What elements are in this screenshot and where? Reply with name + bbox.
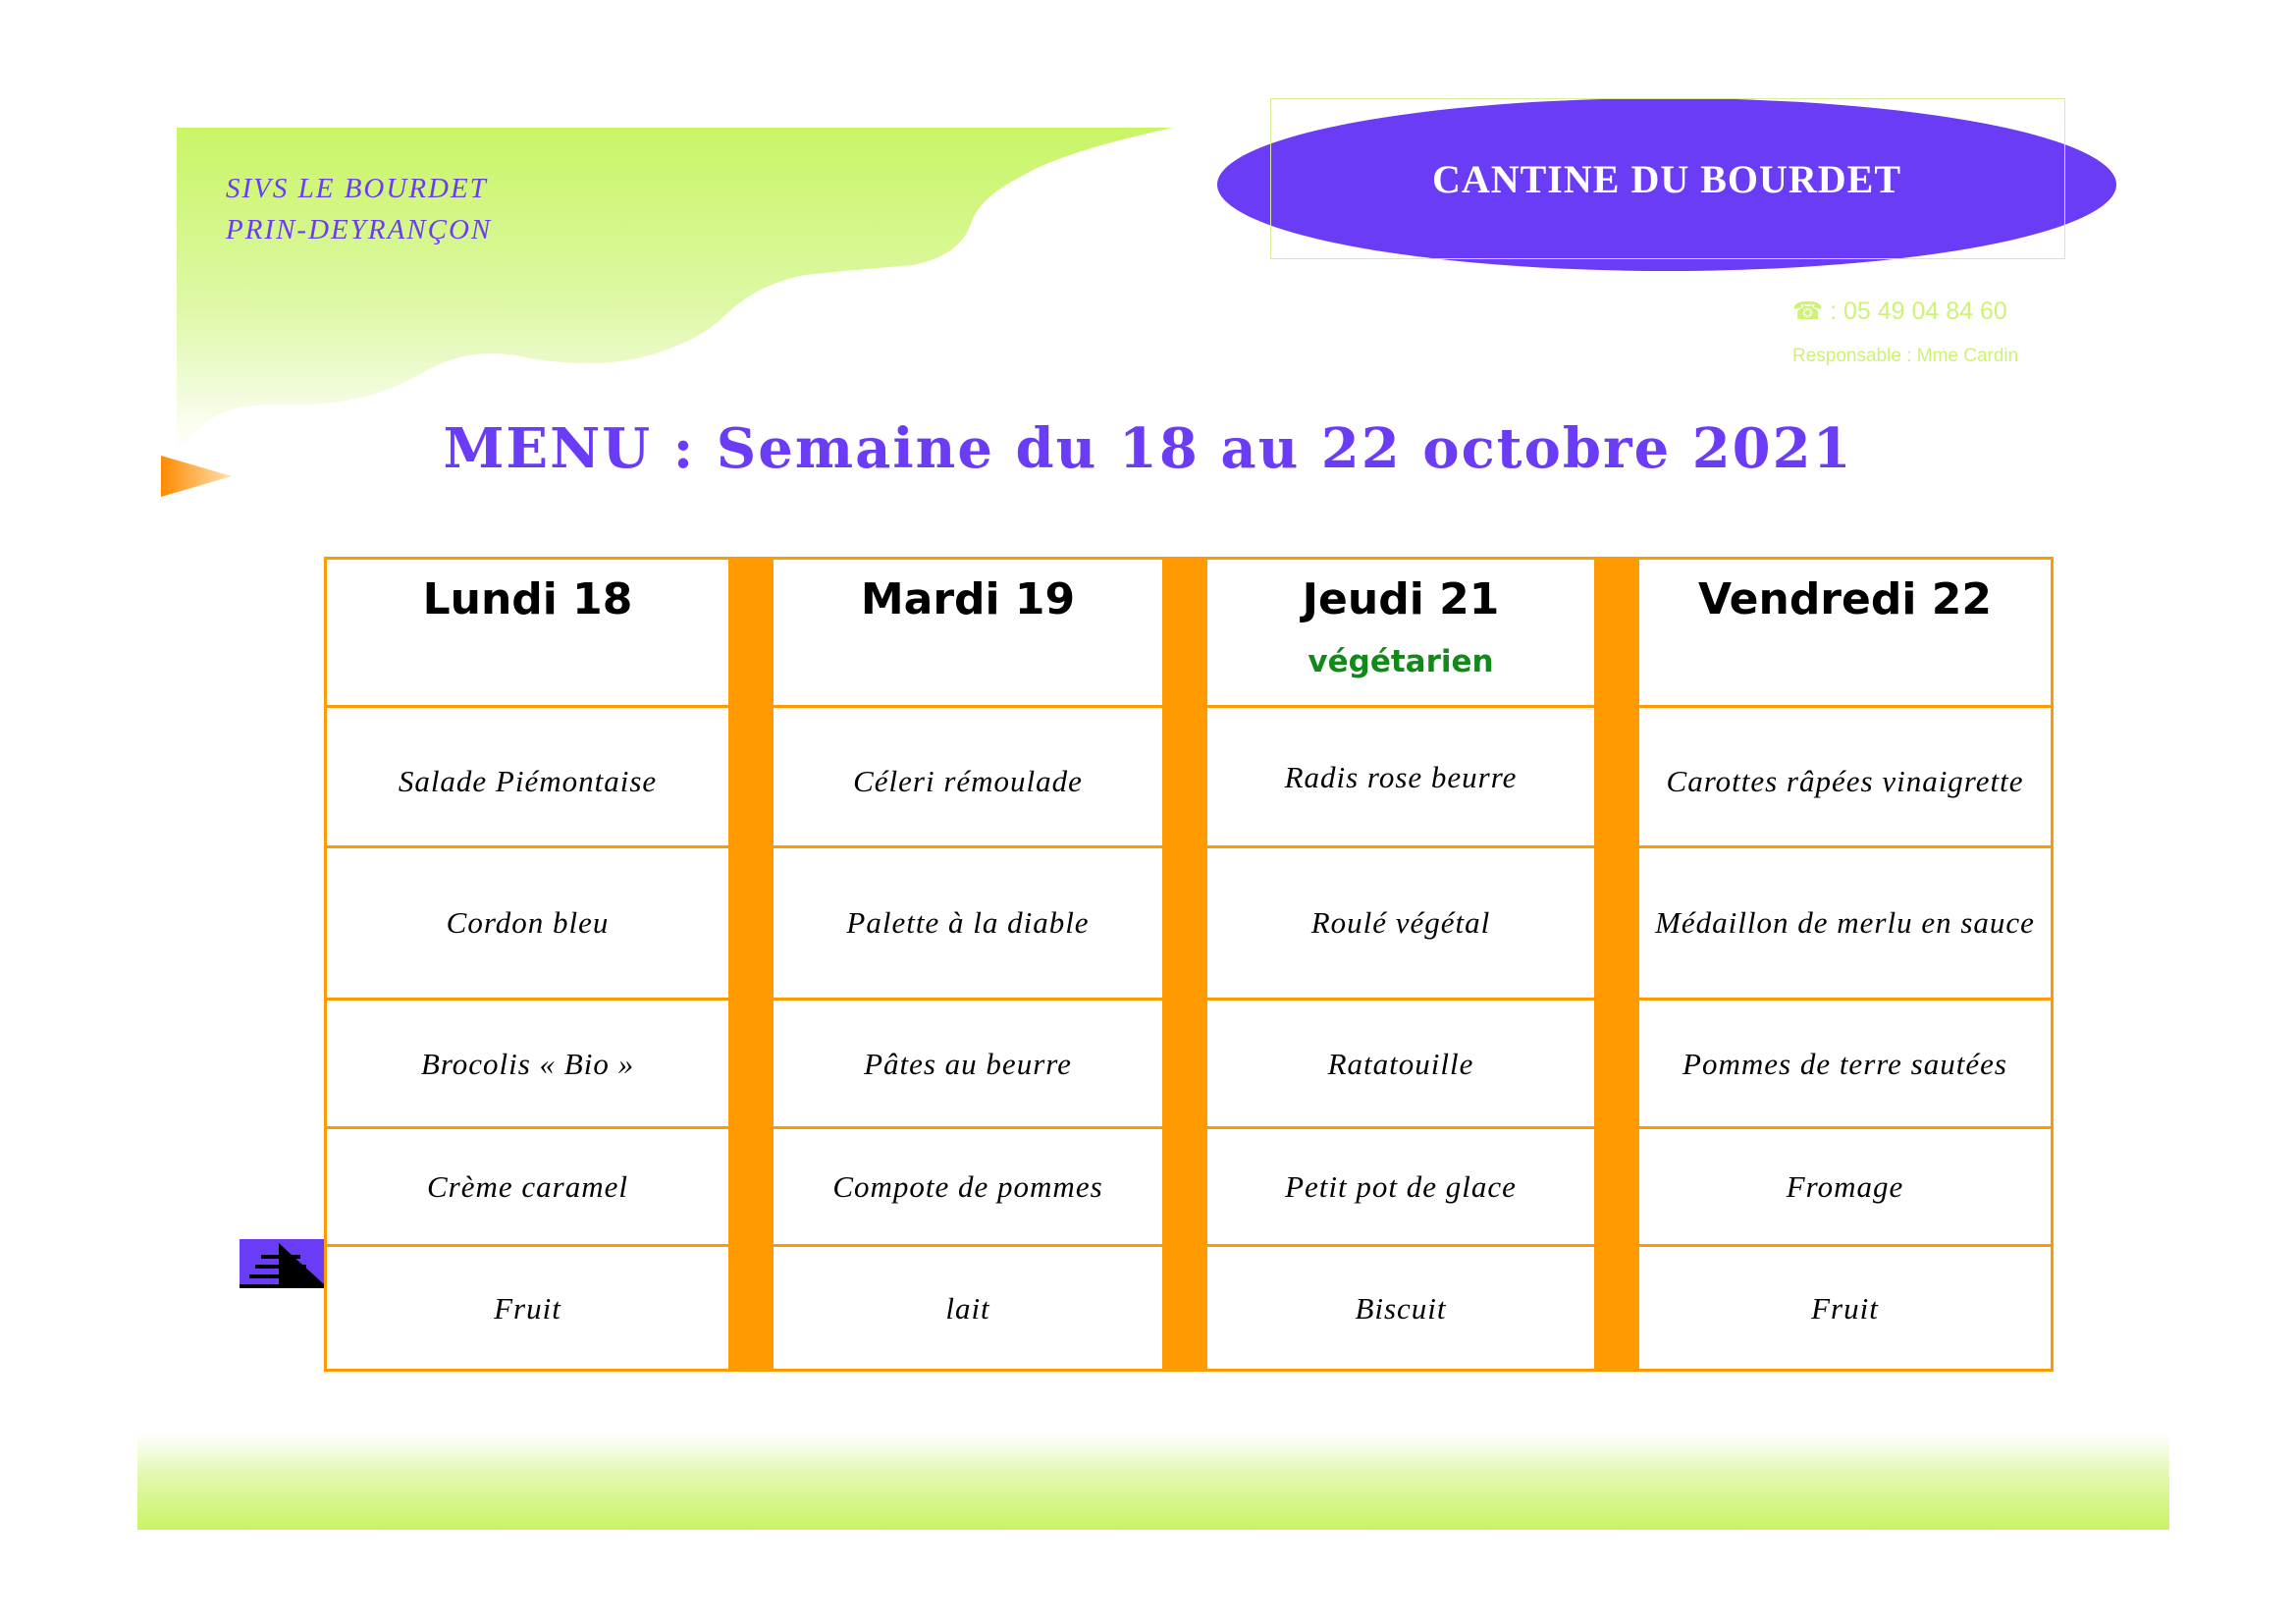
dish-lundi-accompagnement: Brocolis « Bio » [420,1047,635,1081]
footer-green-band [137,1434,2169,1530]
responsable-label: Responsable : Mme Cardin [1792,346,2019,366]
organisation-line-1: SIVS LE BOURDET [226,173,488,204]
day-note-vegetarien: végétarien [1308,644,1494,679]
dish-vendredi-accompagnement: Pommes de terre sautées [1682,1047,2007,1081]
row-divider [324,1126,2054,1129]
dish-jeudi-plat: Roulé végétal [1310,905,1491,940]
row-divider [324,1244,2054,1247]
column-separator [1162,557,1207,1372]
dish-vendredi-plat: Médaillon de merlu en sauce [1655,905,2035,940]
dish-mardi-plat: Palette à la diable [846,905,1090,940]
row-divider [324,998,2054,1001]
dish-vendredi-entree: Carottes râpées vinaigrette [1666,764,2024,798]
dish-jeudi-entree: Radis rose beurre [1284,760,1518,794]
day-header-vendredi: Vendredi 22 [1698,574,1992,624]
menu-title: MENU : Semaine du 18 au 22 octobre 2021 [443,416,1853,481]
dish-lundi-plat: Cordon bleu [446,905,610,940]
day-header-mardi: Mardi 19 [860,574,1076,624]
dish-lundi-laitage: Crème caramel [427,1169,628,1204]
day-header-jeudi: Jeudi 21 [1302,574,1500,624]
dish-lundi-dessert: Fruit [494,1291,561,1326]
column-separator [1594,557,1639,1372]
dish-mardi-laitage: Compote de pommes [832,1169,1103,1204]
dish-vendredi-laitage: Fromage [1786,1169,1904,1204]
dish-mardi-entree: Céleri rémoulade [853,764,1083,798]
dish-mardi-dessert: lait [945,1291,990,1326]
dish-jeudi-accompagnement: Ratatouille [1327,1047,1474,1081]
organisation-line-2: PRIN-DEYRANÇON [226,214,493,245]
phone-number: ☎ : 05 49 04 84 60 [1792,298,2007,325]
logo-mark-icon [240,1239,324,1288]
day-header-lundi: Lundi 18 [422,574,633,624]
column-separator [728,557,774,1372]
row-divider [324,705,2054,708]
dish-lundi-entree: Salade Piémontaise [398,764,658,798]
row-divider [324,845,2054,848]
canteen-title: CANTINE DU BOURDET [1431,157,1902,201]
dish-vendredi-dessert: Fruit [1811,1291,1879,1326]
dish-jeudi-laitage: Petit pot de glace [1285,1169,1517,1204]
dish-mardi-accompagnement: Pâtes au beurre [864,1047,1072,1081]
dish-jeudi-dessert: Biscuit [1355,1291,1447,1326]
